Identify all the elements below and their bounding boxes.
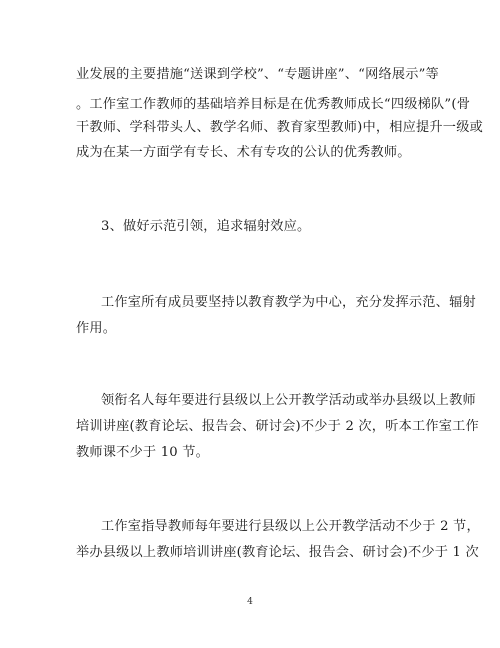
paragraph-line: 作用。: [76, 321, 117, 336]
section-heading: 3、做好示范引领，追求辐射效应。: [101, 219, 311, 234]
paragraph-line: 。工作室工作教师的基础培养目标是在优秀教师成长“四级梯队”(骨: [76, 97, 471, 112]
paragraph-line: 干教师、学科带头人、教学名师、教育家型教师)中，相应提升一级或: [76, 120, 483, 135]
paragraph-line: 工作室所有成员要坚持以教育教学为中心，充分发挥示范、辐射: [101, 295, 476, 310]
paragraph-line: 业发展的主要措施“送课到学校”、“专题讲座”、“网络展示”等: [76, 67, 439, 82]
paragraph-line: 领衔名人每年要进行县级以上公开教学活动或举办县级以上教师: [101, 393, 476, 408]
paragraph-line: 工作室指导教师每年要进行县级以上公开教学活动不少于 2 节，: [101, 519, 480, 534]
paragraph-line: 教师课不少于 10 节。: [76, 445, 210, 460]
paragraph-line: 成为在某一方面学有专长、术有专攻的公认的优秀教师。: [76, 145, 411, 160]
paragraph-line: 举办县级以上教师培训讲座(教育论坛、报告会、研讨会)不少于 1 次: [76, 545, 479, 560]
paragraph-line: 培训讲座(教育论坛、报告会、研讨会)不少于 2 次，听本工作室工作: [76, 419, 479, 434]
page-number: 4: [247, 597, 253, 607]
